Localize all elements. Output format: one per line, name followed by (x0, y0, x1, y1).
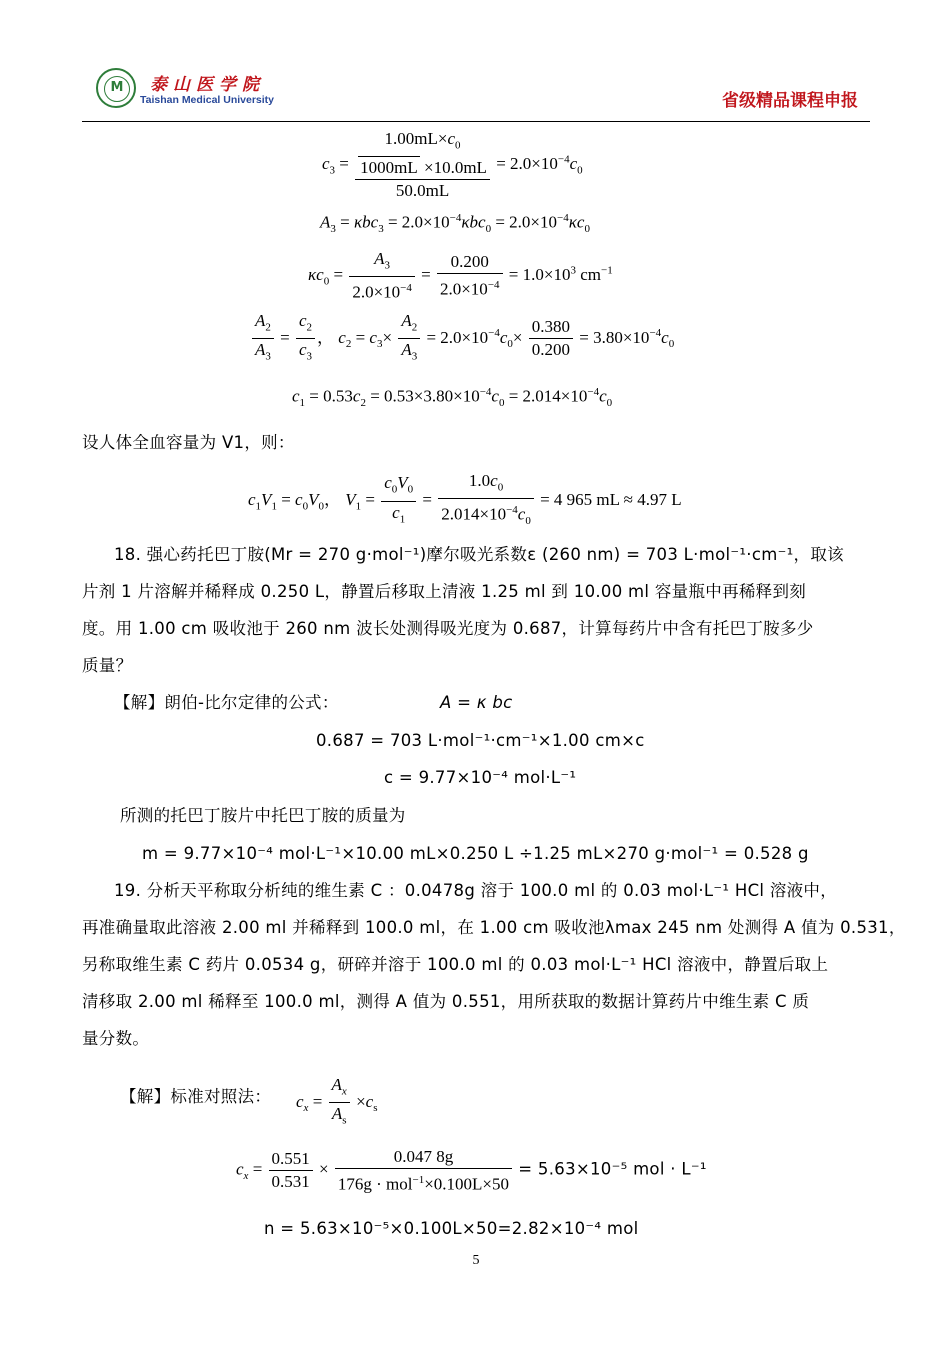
question-19-line-2: 再准确量取此溶液 2.00 ml 并稀释到 100.0 ml，在 1.00 cm 吸收池λmax 245 nm 处测得 A 值为 0.531， (82, 918, 906, 937)
solution-18-formula: A = κ bc (440, 693, 513, 712)
question-18-line-2: 片剂 1 片溶解并稀释成 0.250 L，静置后移取上清液 1.25 ml 到 10.00 ml 容量瓶中再稀释到刻 (82, 582, 807, 601)
question-18-line-1: 18. 强心药托巴丁胺(Mr = 270 g·mol⁻¹)摩尔吸光系数ε (260 nm) = 703 L·mol⁻¹·cm⁻¹，取该 (114, 545, 844, 564)
question-19-line-4: 清移取 2.00 ml 稀释至 100.0 ml，测得 A 值为 0.551，用所获取的数据计算药片中维生素 C 质 (82, 992, 810, 1011)
solution-18-label: 【解】朗伯-比尔定律的公式： (114, 693, 339, 712)
solution-18-equation-2: c = 9.77×10⁻⁴ mol·L⁻¹ (384, 768, 577, 787)
school-name-cn: 泰山医学院 (150, 75, 265, 95)
equation-cx-result: = 5.63×10⁻⁵ mol · L⁻¹ (518, 1159, 707, 1179)
solution-18-equation-1: 0.687 = 703 L·mol⁻¹·cm⁻¹×1.00 cm×c (316, 731, 645, 750)
equation-a2-a3: $\frac{A_2}{A_3}$ = $\frac{c_2}{c_3}$ ， $c_2 = c_3\times$ $\frac{A_2}{A_3}$ = $2.0\times 10^{-4}c_0\times$ $\frac{0.380}{0.200}$ = $3.80\times 10^{-4}c_0$ (250, 310, 674, 368)
equation-c1: $c_1 = 0.53c_2 = 0.53\times 3.80\times 10^{-4}c_0 = 2.014\times 10^{-4}c_0$ (292, 386, 613, 410)
question-18-line-4: 质量？ (82, 656, 133, 675)
question-19-line-3: 另称取维生素 C 药片 0.0534 g，研碎并溶于 100.0 ml 的 0.03 mol·L⁻¹ HCl 溶液中，静置后取上 (82, 955, 829, 974)
header-divider (82, 121, 870, 122)
equation-cx-value: $c_x$ = $\frac{0.551}{0.531}$ × $\frac{0.047 8g}{176g \cdot mol^{-1}\times 0.100L\times 50}$ = 5.63×10⁻⁵ mol · L⁻¹ (236, 1147, 707, 1194)
header-title: 省级精品课程申报 (722, 91, 858, 111)
page-number: 5 (472, 1253, 480, 1268)
equation-c3: $c_3$ = $1.00mL\times c_0$ 1000mL ×10.0mL 50.0mL = $2.0\times 10^{-4}c_0$ (322, 129, 583, 201)
equation-kc0: $\kappa c_0$ = $\frac{A_3}{2.0\times 10^{-4}}$ = $\frac{0.200}{2.0\times 10^{-4}}$ = $1.0\times 10^3$ $cm^{-1}$ (308, 249, 613, 303)
solution-18-equation-3: m = 9.77×10⁻⁴ mol·L⁻¹×10.00 mL×0.250 L ÷1.25 mL×270 g·mol⁻¹ = 0.528 g (142, 844, 809, 863)
solution-19-label: 【解】标准对照法： (120, 1087, 272, 1106)
question-19-line-5: 量分数。 (82, 1029, 150, 1048)
school-logo-icon (96, 68, 136, 108)
paragraph-blood-volume: 设人体全血容量为 V1，则： (82, 433, 295, 452)
equation-a3: $A_3 = \kappa bc_3 = 2.0\times 10^{-4}\kappa bc_0 = 2.0\times 10^{-4}\kappa c_0$ (320, 212, 590, 236)
question-18-line-3: 度。用 1.00 cm 吸收池于 260 nm 波长处测得吸光度为 0.687，计算每药片中含有托巴丁胺多少 (82, 619, 814, 638)
logo-letter: M (110, 80, 124, 95)
solution-18-text: 所测的托巴丁胺片中托巴丁胺的质量为 (120, 806, 406, 825)
equation-cx-standard: $c_x$ = $\frac{A_x}{A_s}$ $\times c_s$ (296, 1075, 378, 1127)
question-19-line-1: 19. 分析天平称取分析纯的维生素 C ：0.0478g 溶于 100.0 ml 的 0.03 mol·L⁻¹ HCl 溶液中， (114, 881, 838, 900)
school-name-en: Taishan Medical University (140, 94, 275, 106)
equation-v1: $c_1V_1 = c_0V_0$， $V_1$ = $\frac{c_0V_0}{c_1}$ = $\frac{1.0c_0}{2.014\times 10^{-4}c_0}$ = 4 965 mL ≈ 4.97 L (248, 471, 682, 528)
solution-19-moles: n = 5.63×10⁻⁵×0.100L×50=2.82×10⁻⁴ mol (264, 1219, 639, 1238)
